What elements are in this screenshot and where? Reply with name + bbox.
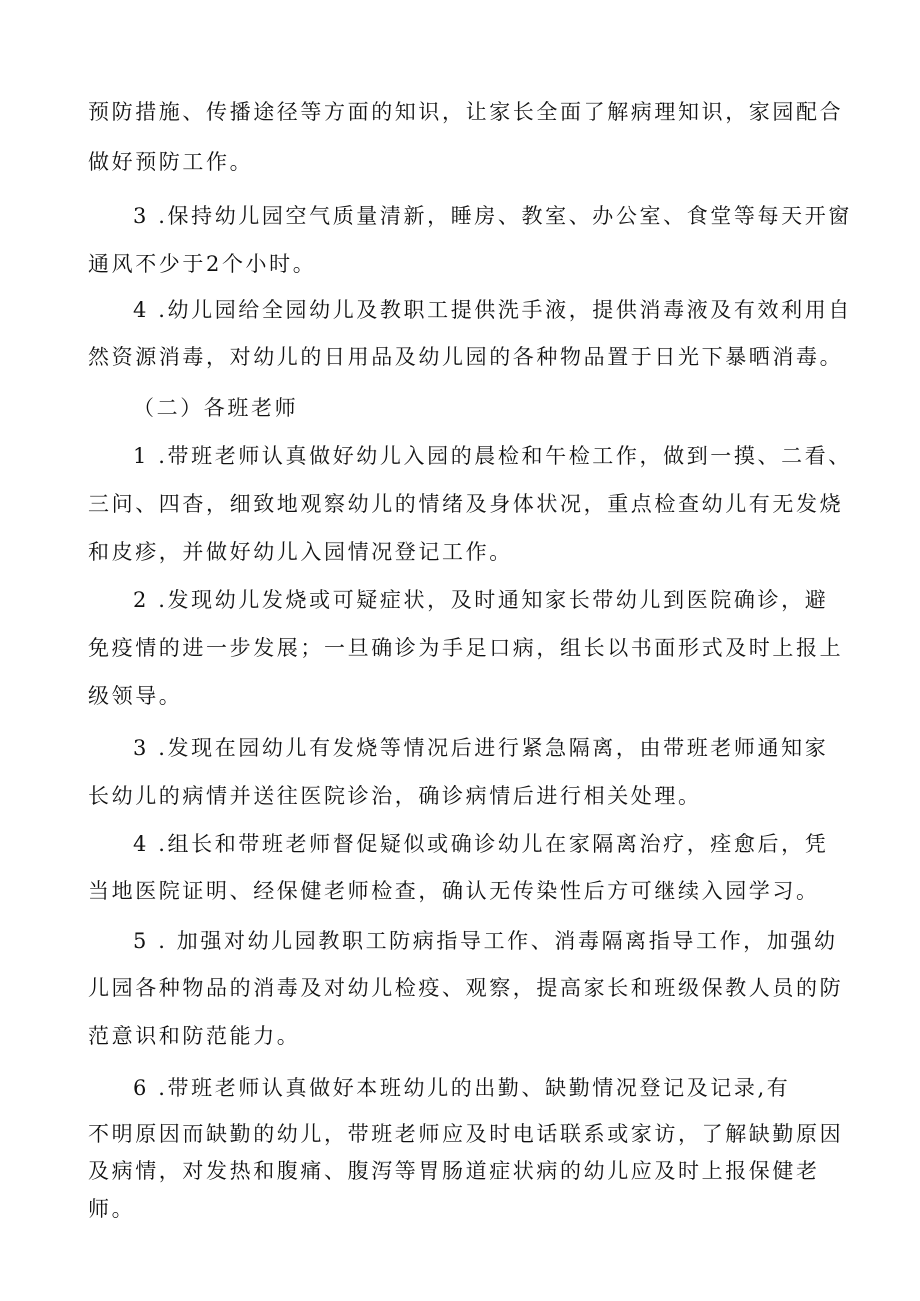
paragraph-line: 做好预防工作。	[88, 150, 254, 174]
paragraph-line: 通风不少于2个小时。	[88, 252, 317, 276]
paragraph-line: 三问、四杳，细致地观察幼儿的情绪及身体状况，重点检查幼儿有无发烧	[88, 492, 844, 516]
paragraph-line: 预防措施、传播途径等方面的知识，让家长全面了解病理知识，家园配合	[88, 100, 844, 124]
paragraph-line: 当地医院证明、经保健老师检查，确认无传染性后方可继续入园学习。	[88, 879, 820, 903]
paragraph-line: 然资源消毒，对幼儿的日用品及幼儿园的各种物品置于日光下暴晒消毒。	[88, 345, 844, 369]
paragraph-line: 4 .幼儿园给全园幼儿及教职工提供洗手液，提供消毒液及有效利用自	[133, 298, 852, 322]
paragraph-line: 师。	[88, 1197, 136, 1221]
paragraph-line: 长幼儿的病情并送往医院诊治，确诊病情后进行相关处理。	[88, 784, 702, 808]
paragraph-line: 及病情，对发热和腹痛、腹泻等胃肠道症状病的幼儿应及时上报保健老	[88, 1159, 820, 1183]
paragraph-line: 免疫情的进一步发展；一旦确诊为手足口病，组长以书面形式及时上报上	[88, 636, 844, 660]
paragraph-line: 2 .发现幼儿发烧或可疑症状，及时通知家长带幼儿到医院确诊，避	[133, 588, 829, 612]
paragraph-line: 儿园各种物品的消毒及对幼儿检疫、观察，提高家长和班级保教人员的防	[88, 976, 844, 1000]
paragraph-line: 5 . 加强对幼儿园教职工防病指导工作、消毒隔离指导工作，加强幼	[133, 929, 838, 953]
section-heading: （二）各班老师	[133, 396, 299, 420]
paragraph-line: 和皮疹，并做好幼儿入园情况登记工作。	[88, 540, 513, 564]
paragraph-line: 1 .带班老师认真做好幼儿入园的晨检和午检工作，做到一摸、二看、	[133, 444, 852, 468]
paragraph-line: 3 .保持幼儿园空气质量清新，睡房、教室、办公室、食堂等每天开窗	[133, 204, 852, 228]
paragraph-line: 4 .组长和带班老师督促疑似或确诊幼儿在家隔离治疗，痊愈后，凭	[133, 832, 829, 856]
paragraph-line: 6 .带班老师认真做好本班幼儿的出勤、缺勤情况登记及记录,有	[133, 1076, 791, 1100]
paragraph-line: 3 .发现在园幼儿有发烧等情况后进行紧急隔离，由带班老师通知家	[133, 736, 829, 760]
paragraph-line: 级领导。	[88, 684, 183, 708]
paragraph-line: 不明原因而缺勤的幼儿，带班老师应及时电话联系或家访，了解缺勤原因	[88, 1122, 844, 1146]
paragraph-line: 范意识和防范能力。	[88, 1024, 301, 1048]
